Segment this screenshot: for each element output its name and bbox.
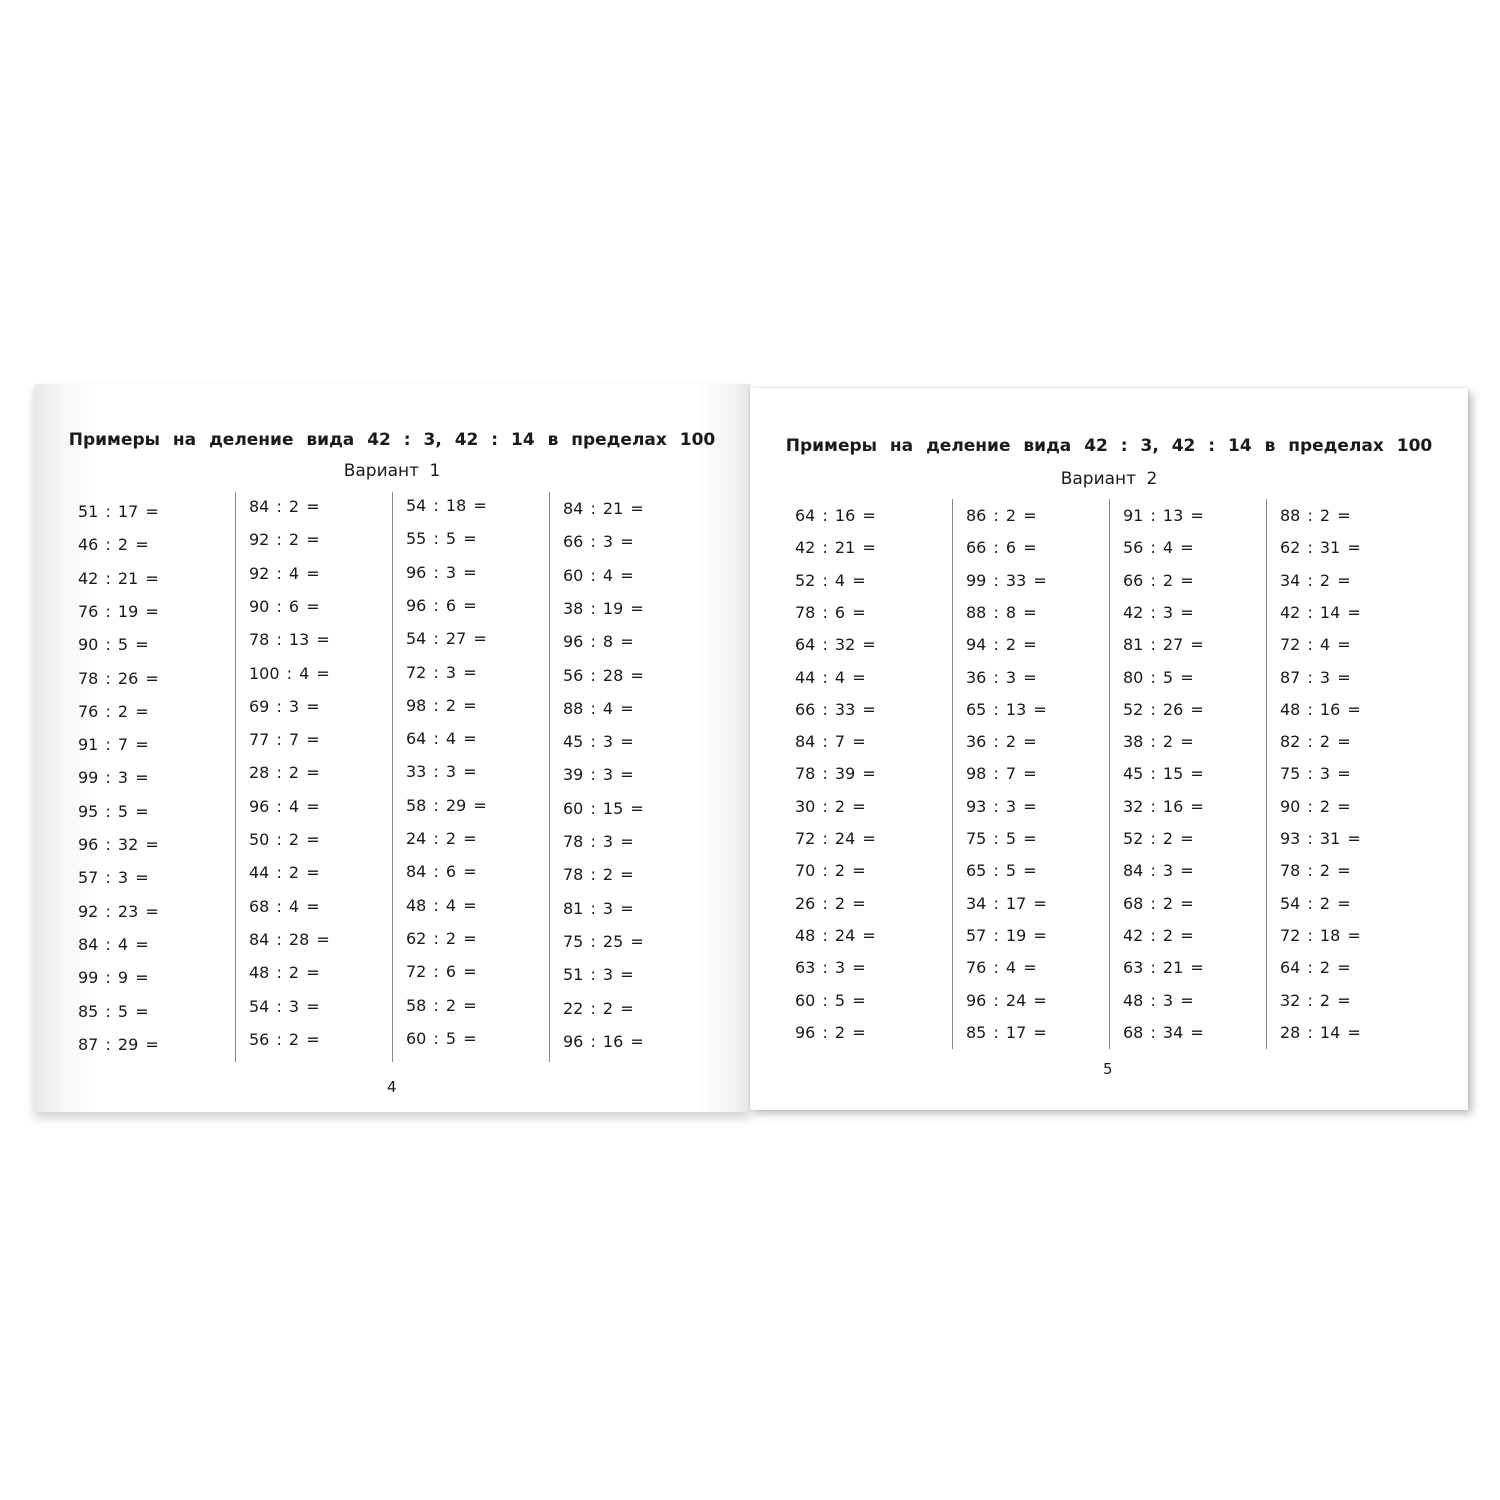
exercise-item: 66 : 33 =	[795, 699, 876, 719]
exercise-item: 32 : 2 =	[1280, 990, 1351, 1010]
exercise-column	[952, 499, 1109, 1049]
exercise-item: 77 : 7 =	[249, 730, 320, 750]
exercise-column	[795, 499, 952, 1049]
exercise-item: 54 : 18 =	[406, 496, 487, 515]
exercise-item: 64 : 4 =	[406, 729, 477, 749]
exercise-item: 57 : 19 =	[966, 925, 1047, 945]
exercise-item: 72 : 4 =	[1280, 635, 1351, 655]
exercise-item: 98 : 2 =	[406, 695, 477, 715]
exercise-item: 85 : 5 =	[78, 1001, 149, 1021]
exercise-item: 44 : 4 =	[795, 667, 866, 687]
exercise-item: 91 : 7 =	[78, 735, 149, 755]
exercise-item: 90 : 6 =	[249, 596, 320, 616]
exercise-item: 66 : 6 =	[966, 538, 1037, 558]
exercise-item: 63 : 21 =	[1123, 958, 1204, 978]
exercise-item: 78 : 39 =	[795, 764, 876, 784]
exercise-item: 60 : 15 =	[563, 798, 644, 818]
exercise-item: 38 : 19 =	[563, 598, 644, 618]
exercise-item: 42 : 21 =	[78, 568, 159, 588]
exercise-item: 75 : 25 =	[563, 931, 644, 951]
exercise-item: 30 : 2 =	[795, 796, 866, 816]
exercise-item: 80 : 5 =	[1123, 667, 1194, 687]
exercise-item: 38 : 2 =	[1123, 732, 1194, 752]
exercise-item: 90 : 2 =	[1280, 796, 1351, 816]
exercise-item: 68 : 4 =	[249, 896, 320, 916]
right-exercise-columns	[795, 499, 1423, 1049]
exercise-item: 94 : 2 =	[966, 635, 1037, 655]
exercise-item: 86 : 2 =	[966, 506, 1037, 525]
exercise-column	[1109, 499, 1266, 1049]
exercise-column	[1266, 499, 1423, 1049]
exercise-item: 52 : 2 =	[1123, 829, 1194, 848]
exercise-column	[549, 492, 706, 1062]
exercise-item: 48 : 3 =	[1123, 990, 1194, 1010]
exercise-item: 52 : 4 =	[795, 570, 866, 590]
exercise-item: 78 : 26 =	[78, 668, 159, 688]
exercise-item: 84 : 4 =	[78, 934, 149, 954]
exercise-item: 76 : 19 =	[78, 601, 159, 621]
left-page-variant: Вариант 1	[343, 461, 441, 481]
exercise-item: 42 : 3 =	[1123, 602, 1194, 622]
exercise-item: 58 : 29 =	[406, 795, 487, 815]
exercise-item: 70 : 2 =	[795, 861, 866, 881]
exercise-item: 99 : 33 =	[966, 570, 1047, 590]
exercise-item: 48 : 16 =	[1280, 699, 1361, 719]
exercise-item: 66 : 3 =	[563, 532, 634, 552]
exercise-item: 65 : 13 =	[966, 699, 1047, 719]
exercise-item: 90 : 5 =	[78, 635, 149, 655]
exercise-item: 44 : 2 =	[249, 863, 320, 883]
exercise-item: 75 : 5 =	[966, 829, 1037, 848]
exercise-item: 84 : 21 =	[563, 499, 644, 518]
exercise-item: 96 : 24 =	[966, 990, 1047, 1010]
right-page	[750, 388, 1468, 1110]
exercise-item: 88 : 2 =	[1280, 506, 1351, 525]
exercise-column	[78, 492, 235, 1062]
exercise-item: 48 : 24 =	[795, 925, 876, 945]
exercise-item: 96 : 16 =	[563, 1031, 644, 1051]
exercise-item: 96 : 8 =	[563, 632, 634, 652]
exercise-item: 51 : 17 =	[78, 502, 159, 521]
exercise-item: 87 : 29 =	[78, 1034, 159, 1054]
exercise-item: 24 : 2 =	[406, 829, 477, 848]
exercise-item: 72 : 18 =	[1280, 925, 1361, 945]
exercise-item: 62 : 2 =	[406, 928, 477, 948]
exercise-item: 68 : 34 =	[1123, 1022, 1204, 1042]
exercise-item: 39 : 3 =	[563, 765, 634, 785]
exercise-item: 48 : 2 =	[249, 963, 320, 983]
exercise-item: 78 : 13 =	[249, 630, 330, 650]
exercise-item: 92 : 4 =	[249, 563, 320, 583]
exercise-column	[392, 492, 549, 1062]
exercise-item: 87 : 3 =	[1280, 667, 1351, 687]
exercise-item: 78 : 6 =	[795, 602, 866, 622]
exercise-item: 32 : 16 =	[1123, 796, 1204, 816]
exercise-item: 91 : 13 =	[1123, 506, 1204, 525]
exercise-item: 64 : 32 =	[795, 635, 876, 655]
exercise-item: 82 : 2 =	[1280, 732, 1351, 752]
exercise-item: 88 : 8 =	[966, 602, 1037, 622]
exercise-item: 50 : 2 =	[249, 830, 320, 849]
exercise-item: 64 : 16 =	[795, 506, 876, 525]
left-page-title: Примеры на деление вида 42 : 3, 42 : 14 в пределах 100	[68, 430, 716, 450]
exercise-item: 92 : 2 =	[249, 530, 320, 550]
exercise-item: 93 : 3 =	[966, 796, 1037, 816]
exercise-item: 36 : 3 =	[966, 667, 1037, 687]
exercise-item: 100 : 4 =	[249, 663, 330, 683]
exercise-item: 60 : 5 =	[795, 990, 866, 1010]
exercise-item: 96 : 3 =	[406, 562, 477, 582]
exercise-item: 85 : 17 =	[966, 1022, 1047, 1042]
exercise-item: 66 : 2 =	[1123, 570, 1194, 590]
exercise-item: 84 : 6 =	[406, 862, 477, 882]
exercise-item: 81 : 3 =	[563, 898, 634, 918]
exercise-item: 42 : 21 =	[795, 538, 876, 558]
exercise-item: 26 : 2 =	[795, 893, 866, 913]
right-page-number: 5	[1103, 1060, 1113, 1078]
right-page-variant: Вариант 2	[1060, 469, 1158, 489]
exercise-item: 57 : 3 =	[78, 868, 149, 888]
left-page	[34, 384, 750, 1112]
exercise-item: 76 : 2 =	[78, 701, 149, 721]
exercise-item: 22 : 2 =	[563, 998, 634, 1018]
exercise-item: 28 : 14 =	[1280, 1022, 1361, 1042]
exercise-item: 58 : 2 =	[406, 995, 477, 1015]
exercise-item: 72 : 24 =	[795, 829, 876, 848]
exercise-item: 42 : 2 =	[1123, 925, 1194, 945]
exercise-item: 60 : 4 =	[563, 565, 634, 585]
exercise-item: 84 : 28 =	[249, 929, 330, 949]
exercise-item: 84 : 2 =	[249, 497, 320, 516]
exercise-item: 95 : 5 =	[78, 801, 149, 821]
exercise-item: 96 : 32 =	[78, 835, 159, 854]
exercise-item: 99 : 3 =	[78, 768, 149, 788]
exercise-item: 56 : 4 =	[1123, 538, 1194, 558]
exercise-item: 84 : 3 =	[1123, 861, 1194, 881]
exercise-item: 92 : 23 =	[78, 901, 159, 921]
exercise-item: 45 : 3 =	[563, 732, 634, 752]
exercise-column	[235, 492, 392, 1062]
exercise-item: 96 : 2 =	[795, 1022, 866, 1042]
exercise-item: 96 : 4 =	[249, 796, 320, 816]
exercise-item: 36 : 2 =	[966, 732, 1037, 752]
exercise-item: 45 : 15 =	[1123, 764, 1204, 784]
exercise-item: 78 : 3 =	[563, 832, 634, 851]
exercise-item: 34 : 17 =	[966, 893, 1047, 913]
exercise-item: 60 : 5 =	[406, 1028, 477, 1048]
exercise-item: 56 : 2 =	[249, 1029, 320, 1049]
exercise-item: 99 : 9 =	[78, 968, 149, 988]
exercise-item: 88 : 4 =	[563, 698, 634, 718]
exercise-item: 98 : 7 =	[966, 764, 1037, 784]
exercise-item: 78 : 2 =	[1280, 861, 1351, 881]
exercise-item: 93 : 31 =	[1280, 829, 1361, 848]
exercise-item: 33 : 3 =	[406, 762, 477, 782]
exercise-item: 62 : 31 =	[1280, 538, 1361, 558]
left-page-number: 4	[387, 1078, 397, 1096]
exercise-item: 48 : 4 =	[406, 895, 477, 915]
exercise-item: 76 : 4 =	[966, 958, 1037, 978]
exercise-item: 54 : 3 =	[249, 996, 320, 1016]
exercise-item: 72 : 6 =	[406, 962, 477, 982]
exercise-item: 46 : 2 =	[78, 535, 149, 555]
exercise-item: 75 : 3 =	[1280, 764, 1351, 784]
exercise-item: 81 : 27 =	[1123, 635, 1204, 655]
exercise-item: 51 : 3 =	[563, 965, 634, 985]
exercise-item: 54 : 2 =	[1280, 893, 1351, 913]
exercise-item: 54 : 27 =	[406, 629, 487, 649]
exercise-item: 55 : 5 =	[406, 529, 477, 549]
right-page-title: Примеры на деление вида 42 : 3, 42 : 14 в пределах 100	[785, 436, 1433, 456]
exercise-item: 52 : 26 =	[1123, 699, 1204, 719]
exercise-item: 56 : 28 =	[563, 665, 644, 685]
exercise-item: 69 : 3 =	[249, 696, 320, 716]
exercise-item: 34 : 2 =	[1280, 570, 1351, 590]
exercise-item: 42 : 14 =	[1280, 602, 1361, 622]
exercise-item: 72 : 3 =	[406, 662, 477, 682]
exercise-item: 96 : 6 =	[406, 595, 477, 615]
exercise-item: 64 : 2 =	[1280, 958, 1351, 978]
exercise-item: 68 : 2 =	[1123, 893, 1194, 913]
left-exercise-columns	[78, 492, 706, 1062]
exercise-item: 28 : 2 =	[249, 763, 320, 783]
exercise-item: 63 : 3 =	[795, 958, 866, 978]
exercise-item: 84 : 7 =	[795, 732, 866, 752]
exercise-item: 65 : 5 =	[966, 861, 1037, 881]
exercise-item: 78 : 2 =	[563, 865, 634, 885]
